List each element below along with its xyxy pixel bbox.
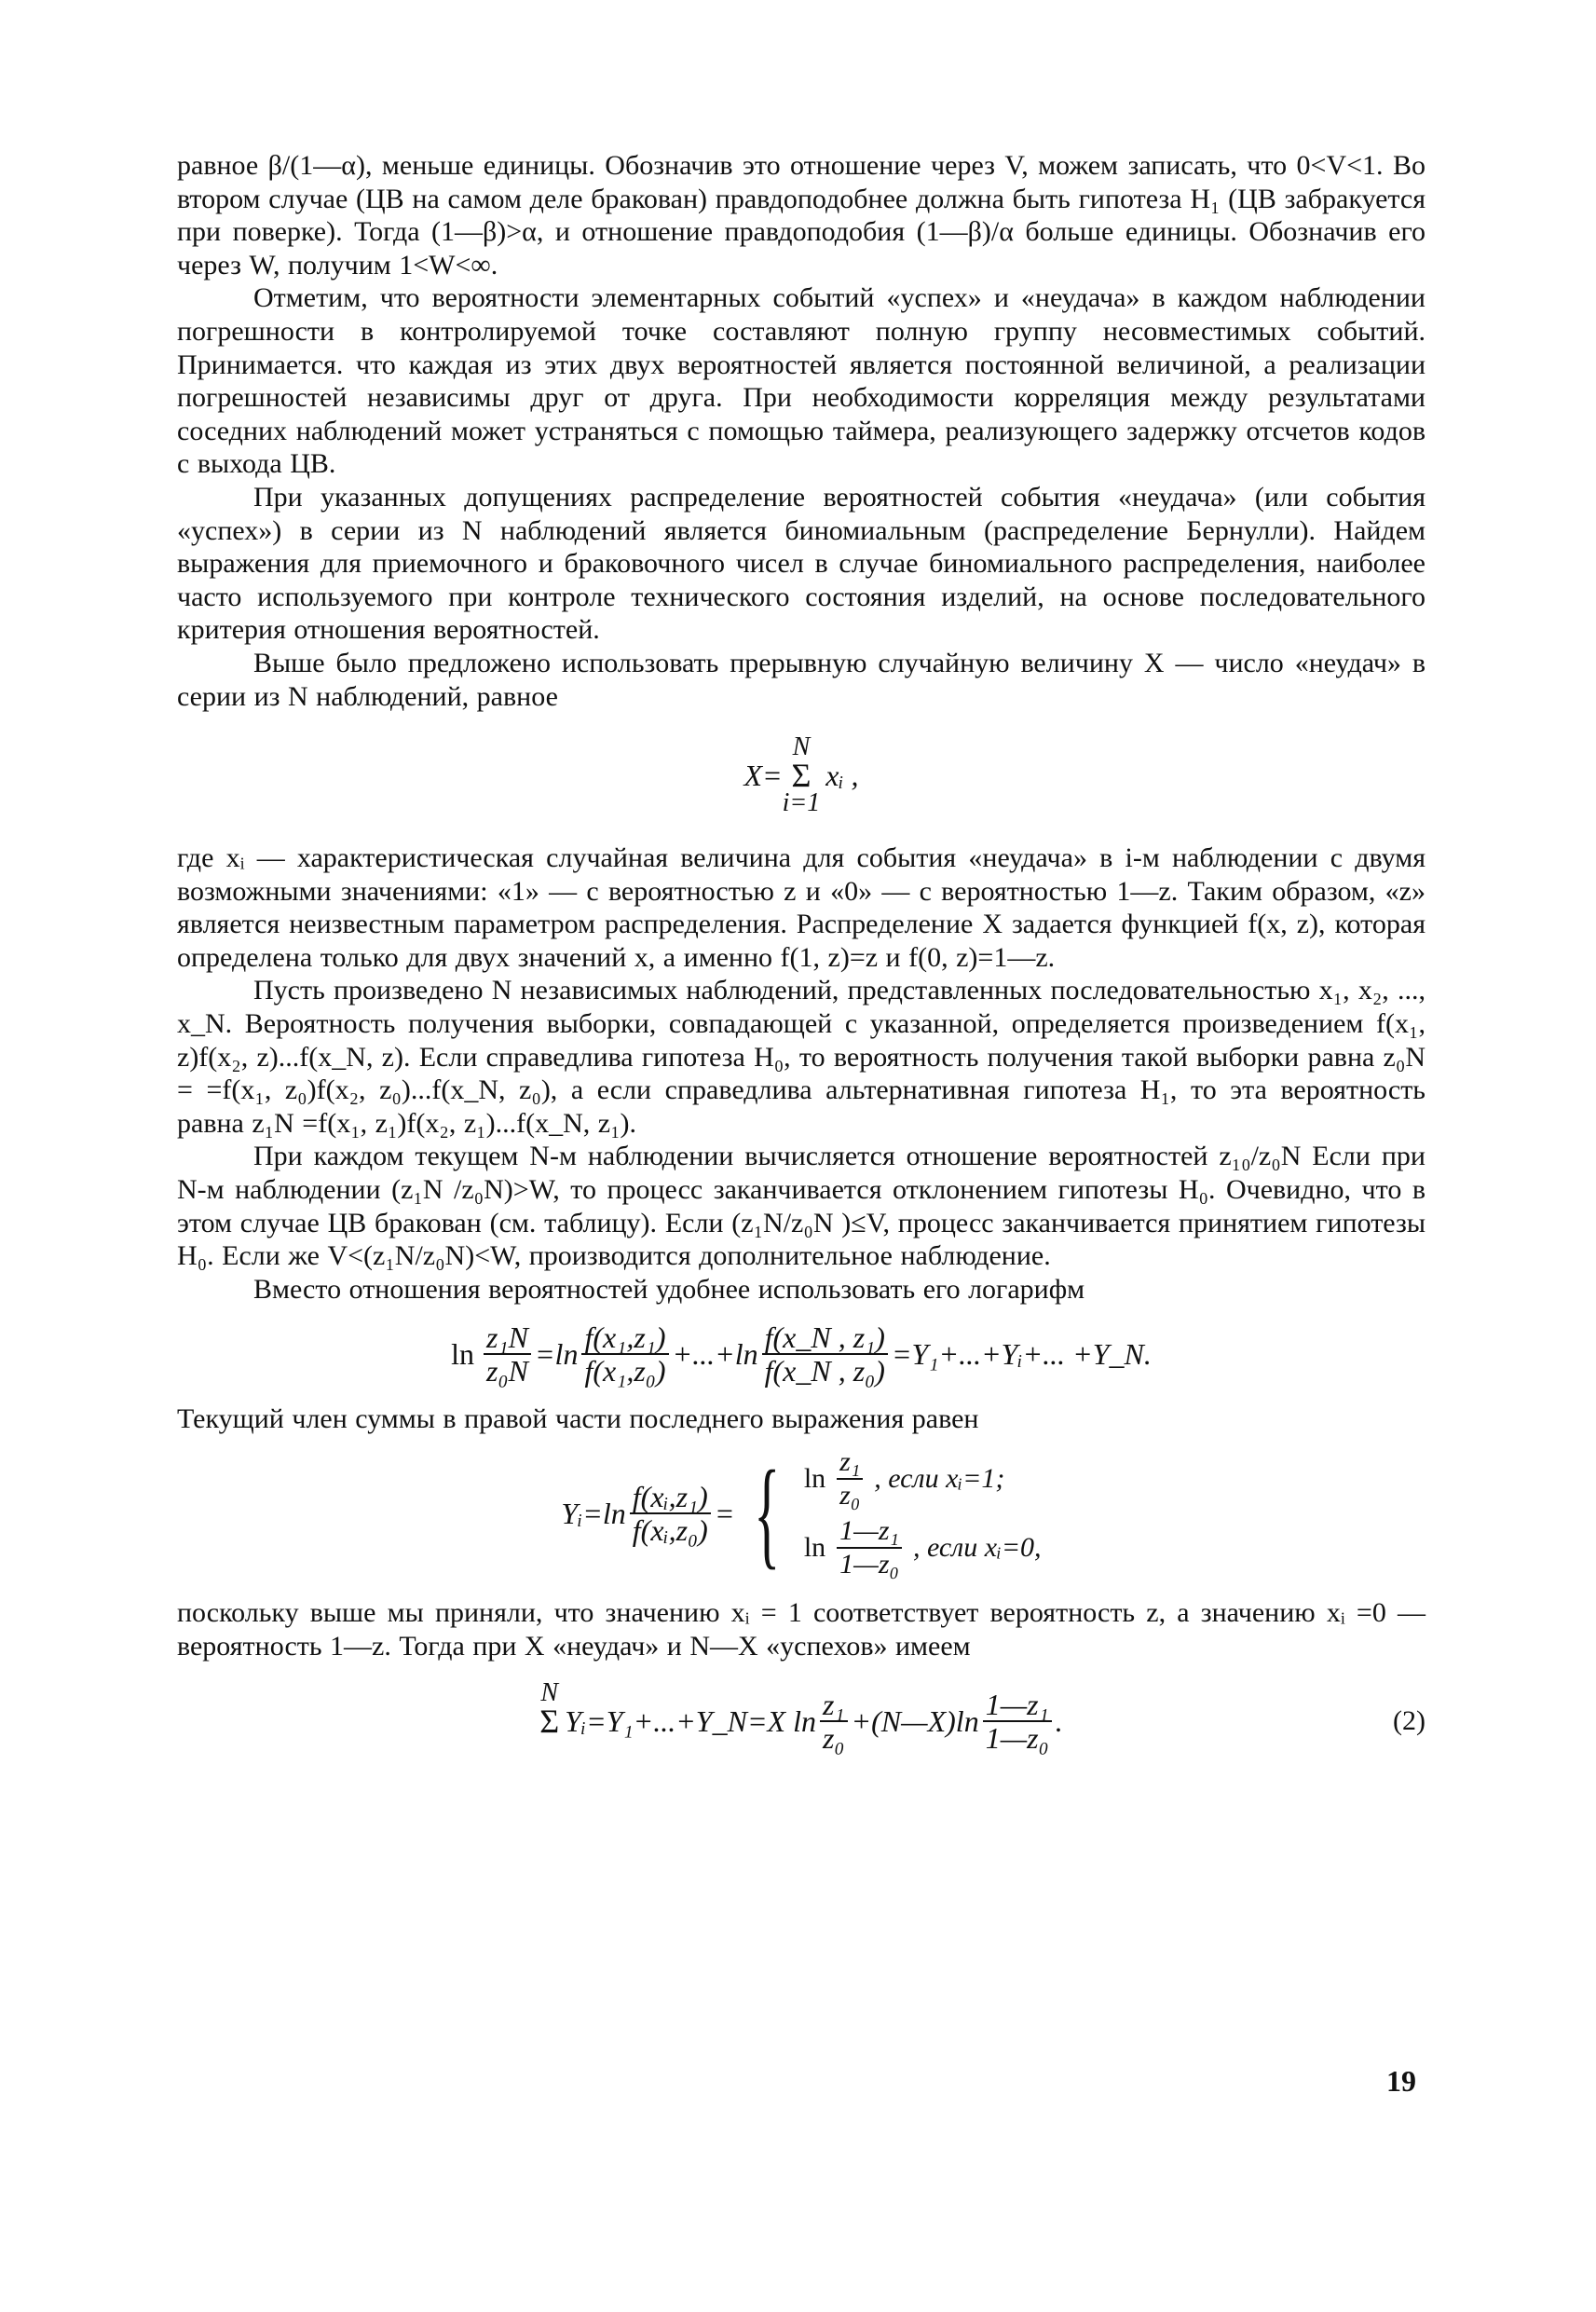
- fraction-numerator: z₁: [820, 1690, 848, 1722]
- fraction-1-z1-1-z0: [837, 1516, 902, 1580]
- fraction-numerator: f(x₁,z₁): [581, 1322, 668, 1355]
- paragraph-10: поскольку выше мы приняли, что значению xᵢ = 1 соответствует вероятность z, а значению xᵢ =0 — вероятность 1—z. Тогда при X «неудач» и N—X «успехов» имеем: [177, 1597, 1425, 1662]
- formula-part: =ln: [534, 1336, 579, 1371]
- formula-part: =Y₁+...+Yᵢ+... +Y_N.: [891, 1336, 1152, 1371]
- formula-part: +...+ln: [672, 1336, 758, 1371]
- cases-block: [734, 1447, 1041, 1580]
- paragraph-2: Отметим, что вероятности элементарных событий «успех» и «неудача» в каждом наблюдении погрешности в контролируемой точке составляют полную группу несовместимых событий. Принимается. что каждая из этих двух вероятностей является постоянной величиной, а реализации погрешностей независимы друг от друга. При необходимости корреляция между результатами соседних наблюдений может устраняться с помощью таймера, реализующего задержку отсчетов кодов с выхода ЦВ.: [177, 282, 1425, 480]
- fraction-denominator: f(x_N , z₀): [764, 1354, 885, 1389]
- page-number: 19: [1386, 2064, 1416, 2098]
- sigma-symbol: Σ: [791, 757, 812, 795]
- fraction-f-xn: [762, 1320, 888, 1389]
- fraction-f-xi: [630, 1482, 711, 1545]
- ln-operator: ln: [451, 1336, 475, 1371]
- fraction-denominator: f(x₁,z₀): [584, 1354, 666, 1389]
- page-content: [177, 149, 1425, 1763]
- fraction-denominator: f(xᵢ,z₀): [632, 1513, 708, 1547]
- equation-number: (2): [1393, 1705, 1425, 1737]
- fraction-z1-z0: [837, 1447, 863, 1511]
- fraction-numerator: z₁: [837, 1447, 863, 1480]
- left-brace-icon: {: [754, 1446, 781, 1580]
- paragraph-9: Текущий член суммы в правой части последнего выражения равен: [177, 1403, 979, 1435]
- case-condition: , если xᵢ=1;: [874, 1463, 1005, 1494]
- paragraph-3: При указанных допущениях распределение вероятностей события «неудача» (или события «успех») в серии из N наблюдений является биномиальным (распределение Бернулли). Найдем выражения для приемочного и браковочного чисел в случае биномиального распределения, наиболее часто используемого при контроле технического состояния изделий, на основе последовательного критерия отношения вероятностей.: [177, 481, 1425, 646]
- fraction-1-z1-1-z0: [983, 1688, 1052, 1756]
- sum-operator: [783, 733, 821, 817]
- fraction-denominator: z₀N: [486, 1354, 528, 1389]
- paragraph-8: Вместо отношения вероятностей удобнее использовать его логарифм: [253, 1273, 1085, 1305]
- paragraph-1: равное β/(1—α), меньше единицы. Обозначив это отношение через V, можем записать, что 0<V<1. Во втором случае (ЦВ на самом деле бракован) правдоподобнее должна быть гипотеза H₁ (ЦВ забракуется при поверке). Тогда (1—β)>α, и отношение правдоподобия (1—β)/α больше единицы. Обозначив его через W, получим 1<W<∞.: [177, 150, 1425, 280]
- fraction-f-x1: [581, 1320, 668, 1389]
- case-condition: , если xᵢ=0,: [912, 1532, 1042, 1563]
- sum-upper-limit: N: [792, 732, 811, 762]
- formula-sum-x-term: xᵢ ,: [825, 758, 859, 792]
- sum-lower-limit: i=1: [782, 788, 821, 818]
- formula-part: .: [1055, 1703, 1063, 1738]
- formula-part: Yᵢ=ln: [561, 1496, 626, 1530]
- fraction-numerator: 1—z₁: [983, 1690, 1052, 1722]
- fraction-numerator: f(xᵢ,z₁): [630, 1482, 711, 1514]
- formula-part: Yᵢ=Y₁+...+Y_N=X ln: [565, 1703, 816, 1738]
- sum-upper-limit: N: [540, 1678, 559, 1708]
- paragraph-5: где xᵢ — характеристическая случайная величина для события «неудача» в i-м наблюдении с двумя возможными значениями: «1» — с вероятностью z и «0» — с вероятностью 1—z. Таким образом, «z» является неизвестным параметром распределения. Распределение X задается функцией f(x, z), которая определена только для двух значений x, а именно f(1, z)=z и f(0, z)=1—z.: [177, 842, 1425, 973]
- formula-part: =: [714, 1496, 735, 1530]
- fraction-numerator: f(x_N , z₁): [762, 1322, 888, 1355]
- ln-operator: ln: [803, 1463, 826, 1494]
- fraction-numerator: z₁N: [484, 1322, 531, 1355]
- cases-list: [804, 1447, 1042, 1580]
- sigma-symbol: Σ: [539, 1703, 560, 1741]
- formula-part: +(N—X)ln: [851, 1703, 979, 1738]
- fraction-denominator: z₀: [822, 1721, 845, 1756]
- paragraph-7: При каждом текущем N-м наблюдении вычисляется отношение вероятностей z₁₀/z₀N Если при N-м наблюдении (z₁N /z₀N)>W, то процесс заканчивается отклонением гипотезы H₀. Очевидно, что в этом случае ЦВ бракован (см. таблицу). Если (z₁N/z₀N )≤V, процесс заканчивается принятием гипотезы H₀. Если же V<(z₁N/z₀N)<W, производится дополнительное наблюдение.: [177, 1141, 1425, 1272]
- sum-operator: [539, 1679, 559, 1763]
- formula-sum-x-lhs: X=: [743, 758, 783, 792]
- fraction-denominator: z₀: [839, 1480, 861, 1511]
- case-row-1: [804, 1447, 1042, 1511]
- paragraph-4: Выше было предложено использовать прерывную случайную величину X — число «неудач» в серии из N наблюдений, равное: [177, 647, 1425, 712]
- formula-sum-x: [177, 733, 1425, 817]
- sum-lower-limit: [546, 1735, 552, 1763]
- paragraph-6: Пусть произведено N независимых наблюдений, представленных последовательностью x₁, x₂, ..., x_N. Вероятность получения выборки, совпадающей с указанной, определяется произведением f(x₁, z)f(x₂, z)...f(x_N, z). Если справедлива гипотеза H₀, то вероятность получения такой выборки равна z₀N = =f(x₁, z₀)f(x₂, z₀)...f(x_N, z₀), а если справедлива альтернативная гипотеза H₁, то эта вероятность равна z₁N =f(x₁, z₁)f(x₂, z₁)...f(x_N, z₁).: [177, 975, 1425, 1139]
- fraction-z1n-z0n: [484, 1320, 531, 1389]
- formula-yi-cases: [177, 1447, 1425, 1580]
- fraction-denominator: 1—z₀: [985, 1721, 1049, 1756]
- fraction-z1-z0: [820, 1688, 848, 1756]
- case-row-2: [804, 1516, 1042, 1580]
- fraction-numerator: 1—z₁: [837, 1516, 902, 1549]
- ln-operator: ln: [803, 1532, 826, 1563]
- fraction-denominator: 1—z₀: [839, 1549, 899, 1580]
- formula-log-ratio: [177, 1320, 1425, 1389]
- formula-eq-2: [177, 1679, 1425, 1763]
